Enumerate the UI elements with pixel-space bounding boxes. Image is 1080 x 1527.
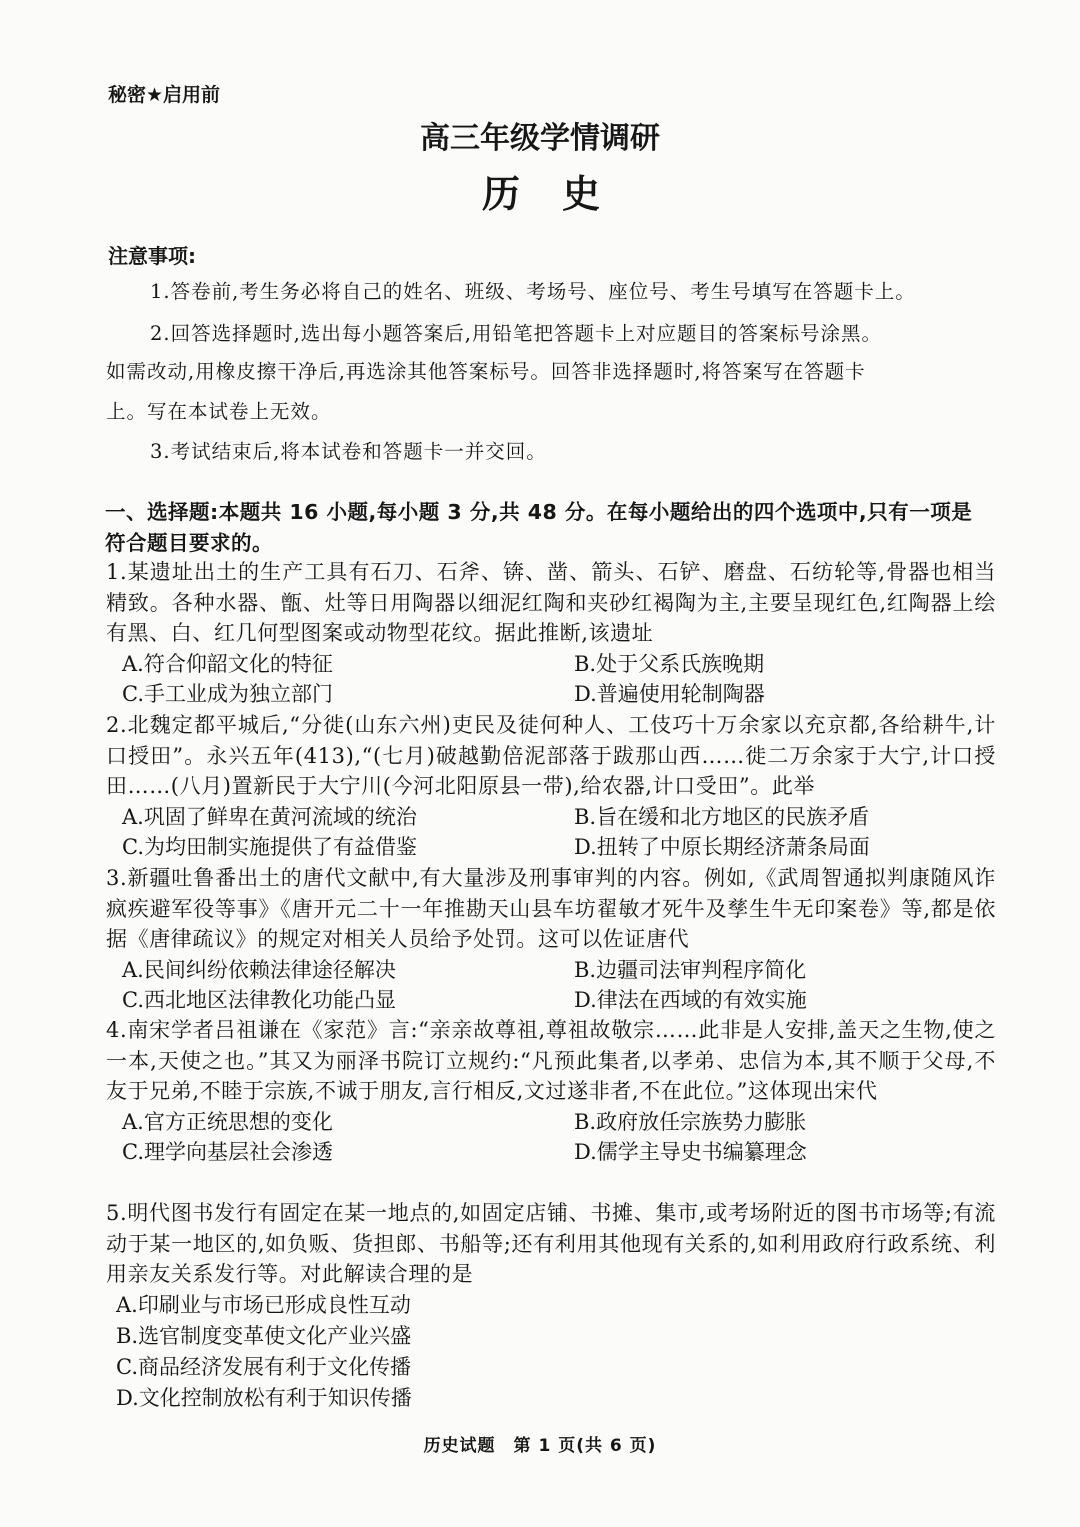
option-a: A.官方正统思想的变化 bbox=[122, 1109, 333, 1134]
option-b: B.旨在缓和北方地区的民族矛盾 bbox=[574, 804, 870, 829]
question-5 bbox=[106, 1198, 996, 1414]
section-heading: 一、选择题:本题共 16 小题,每小题 3 分,共 48 分。在每小题给出的四个选项中,只有一项是符合题目要求的。 bbox=[105, 500, 973, 555]
option-d: D.扭转了中原长期经济萧条局面 bbox=[574, 835, 870, 859]
notice-line: 2.回答选择题时,选出每小题答案后,用铅笔把答题卡上对应题目的答案标号涂黑。 bbox=[150, 322, 883, 345]
question-stem: 3.新疆吐鲁番出土的唐代文献中,有大量涉及刑事审判的内容。例如,《武周智通拟判康随风诈疯疾避军役等事》《唐开元二十一年推勘天山县车坊翟敏才死牛及孳生牛无印案卷》等,都是依据《唐律疏议》的规定对相关人员给予处罚。这可以佐证唐代 bbox=[106, 866, 996, 951]
option-a: A.符合仰韶文化的特征 bbox=[122, 651, 333, 676]
options bbox=[106, 1290, 996, 1414]
question-2 bbox=[106, 710, 996, 863]
options bbox=[106, 802, 996, 863]
option-b: B.政府放任宗族势力膨胀 bbox=[574, 1109, 807, 1134]
notice-line: 3.考试结束后,将本试卷和答题卡一并交回。 bbox=[150, 440, 547, 463]
question-3 bbox=[106, 863, 996, 1016]
question-1 bbox=[106, 557, 996, 710]
option-b: B.选官制度变革使文化产业兴盛 bbox=[116, 1323, 412, 1348]
notice-line: 1.答卷前,考生务必将自己的姓名、班级、考场号、座位号、考生号填写在答题卡上。 bbox=[150, 280, 916, 303]
option-a: A.巩固了鲜卑在黄河流域的统治 bbox=[122, 804, 417, 829]
page-footer: 历史试题 第 1 页(共 6 页) bbox=[423, 1436, 657, 1456]
option-d: D.文化控制放松有利于知识传播 bbox=[116, 1385, 412, 1410]
option-c: C.手工业成为独立部门 bbox=[122, 682, 333, 706]
option-a: A.印刷业与市场已形成良性互动 bbox=[116, 1292, 411, 1317]
options bbox=[106, 1107, 996, 1168]
option-c: C.商品经济发展有利于文化传播 bbox=[116, 1354, 411, 1379]
option-c: C.为均田制实施提供了有益借鉴 bbox=[122, 835, 417, 859]
option-a: A.民间纠纷依赖法律途径解决 bbox=[122, 957, 396, 982]
option-d: D.律法在西域的有效实施 bbox=[574, 988, 807, 1012]
question-stem: 1.某遗址出土的生产工具有石刀、石斧、锛、凿、箭头、石铲、磨盘、石纺轮等,骨器也相当精致。各种水器、甑、灶等日用陶器以细泥红陶和夹砂红褐陶为主,主要呈现红色,红陶器上绘有黑、白、红几何型图案或动物型花纹。据此推断,该遗址 bbox=[106, 560, 996, 645]
notice-line: 如需改动,用橡皮擦干净后,再选涂其他答案标号。回答非选择题时,将答案写在答题卡 bbox=[106, 360, 866, 383]
question-4 bbox=[106, 1015, 996, 1168]
option-d: D.儒学主导史书编纂理念 bbox=[574, 1140, 807, 1164]
exam-title: 高三年级学情调研 bbox=[420, 121, 660, 156]
options bbox=[106, 955, 996, 1016]
question-stem: 4.南宋学者吕祖谦在《家范》言:“亲亲故尊祖,尊祖故敬宗……此非是人安排,盖天之生物,使之一本,天使之也。”其又为丽泽书院订立规约:“凡预此集者,以孝弟、忠信为本,其不顺于父母,不友于兄弟,不睦于宗族,不诚于朋友,言行相反,文过遂非者,不在此位。”这体现出宋代 bbox=[106, 1018, 996, 1103]
option-c: C.理学向基层社会渗透 bbox=[122, 1140, 333, 1164]
question-stem: 5.明代图书发行有固定在某一地点的,如固定店铺、书摊、集市,或考场附近的图书市场等;有流动于某一地区的,如负贩、货担郎、书船等;还有利用其他现有关系的,如利用政府行政系统、利用亲友关系发行等。对此解读合理的是 bbox=[106, 1201, 996, 1286]
option-c: C.西北地区法律教化功能凸显 bbox=[122, 988, 396, 1012]
secret-label: 秘密★启用前 bbox=[108, 84, 221, 106]
option-d: D.普遍使用轮制陶器 bbox=[574, 682, 765, 706]
notice-heading: 注意事项: bbox=[108, 244, 196, 268]
question-stem: 2.北魏定都平城后,“分徙(山东六州)吏民及徒何种人、工伎巧十万余家以充京都,各给耕牛,计口授田”。永兴五年(413),“(七月)破越勤倍泥部落于跋那山西……徙二万余家于大宁,计口授田……(八月)置新民于大宁川(今河北阳原县一带),给农器,计口受田”。此举 bbox=[106, 713, 996, 798]
option-b: B.处于父系氏族晚期 bbox=[574, 651, 765, 676]
notice-line: 上。写在本试卷上无效。 bbox=[106, 400, 332, 423]
subject-title: 历史 bbox=[481, 171, 642, 216]
options bbox=[106, 649, 996, 710]
option-b: B.边疆司法审判程序简化 bbox=[574, 957, 807, 982]
